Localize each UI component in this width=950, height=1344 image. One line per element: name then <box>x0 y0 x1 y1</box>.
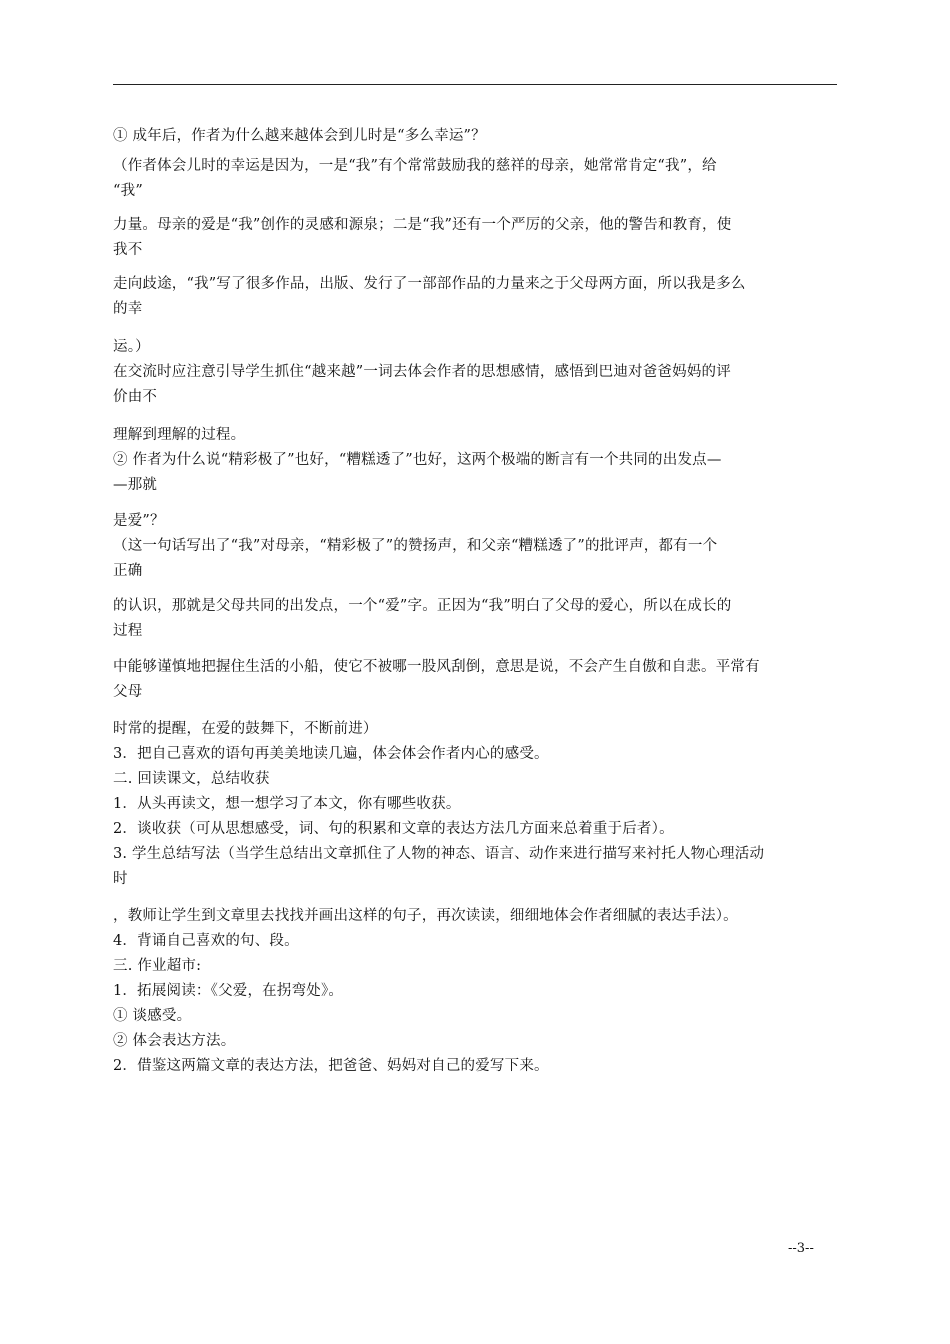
text-line: 中能够谨慎地把握住生活的小船，使它不被哪一股风刮倒，意思是说，不会产生自傲和自悲。平常有 <box>113 659 760 675</box>
text-line: ① 谈感受。 <box>113 1008 192 1024</box>
text-line: ，教师让学生到文章里去找找并画出这样的句子，再次读读，细细地体会作者细腻的表达手法）。 <box>113 908 738 924</box>
text-line: ② 体会表达方法。 <box>113 1033 236 1049</box>
text-line: 运。） <box>113 339 150 355</box>
text-line: 价由不 <box>113 389 158 405</box>
text-line: 走向歧途，“我”写了很多作品，出版、发行了一部部作品的力量来之于父母两方面，所以我是多么 <box>113 276 746 292</box>
text-line: “我” <box>113 183 143 199</box>
header-rule <box>113 84 837 85</box>
text-line: 4．背诵自己喜欢的句、段。 <box>113 933 299 949</box>
text-line: 力量。母亲的爱是“我”创作的灵感和源泉；二是“我”还有一个严厉的父亲，他的警告和教育，使 <box>113 217 732 233</box>
text-line: 时 <box>113 871 128 887</box>
text-line: 3. 学生总结写法（当学生总结出文章抓住了人物的神态、语言、动作来进行描写来衬托人物心理活动 <box>113 846 765 862</box>
text-line: 三. 作业超市: <box>113 958 202 974</box>
text-line: 1．从头再读文，想一想学习了本文，你有哪些收获。 <box>113 796 461 812</box>
text-line: 在交流时应注意引导学生抓住“越来越”一词去体会作者的思想感情，感悟到巴迪对爸爸妈妈的评 <box>113 364 731 380</box>
text-line: （这一句话写出了“我”对母亲，“精彩极了”的赞扬声，和父亲“糟糕透了”的批评声，都有一个 <box>113 538 718 554</box>
text-line: （作者体会儿时的幸运是因为，一是“我”有个常常鼓励我的慈祥的母亲，她常常肯定“我”，给 <box>113 158 717 174</box>
text-line: 2．借鉴这两篇文章的表达方法，把爸爸、妈妈对自己的爱写下来。 <box>113 1058 549 1074</box>
text-line: 的认识，那就是父母共同的出发点，一个“爱”字。正因为“我”明白了父母的爱心，所以在成长的 <box>113 598 732 614</box>
text-line: ② 作者为什么说“精彩极了”也好，“糟糕透了”也好，这两个极端的断言有一个共同的出发点— <box>113 452 722 468</box>
page-number: --3-- <box>788 1241 814 1256</box>
text-line: 二. 回读课文，总结收获 <box>113 771 270 787</box>
text-line: 的幸 <box>113 301 143 317</box>
text-line: —那就 <box>113 477 158 493</box>
text-line: 我不 <box>113 242 143 258</box>
text-line: 2．谈收获（可从思想感受，词、句的积累和文章的表达方法几方面来总着重于后者）。 <box>113 821 674 837</box>
text-line: 理解到理解的过程。 <box>113 427 246 443</box>
text-line: 正确 <box>113 563 143 579</box>
text-line: 3．把自己喜欢的语句再美美地读几遍，体会体会作者内心的感受。 <box>113 746 549 762</box>
text-line: 过程 <box>113 623 143 639</box>
text-line: 时常的提醒，在爱的鼓舞下，不断前进） <box>113 721 378 737</box>
text-line: 1．拓展阅读：《父爱，在拐弯处》。 <box>113 983 344 999</box>
text-line: 父母 <box>113 684 143 700</box>
text-line: ① 成年后，作者为什么越来越体会到儿时是“多么幸运”？ <box>113 128 486 144</box>
text-line: 是爱”？ <box>113 513 165 529</box>
